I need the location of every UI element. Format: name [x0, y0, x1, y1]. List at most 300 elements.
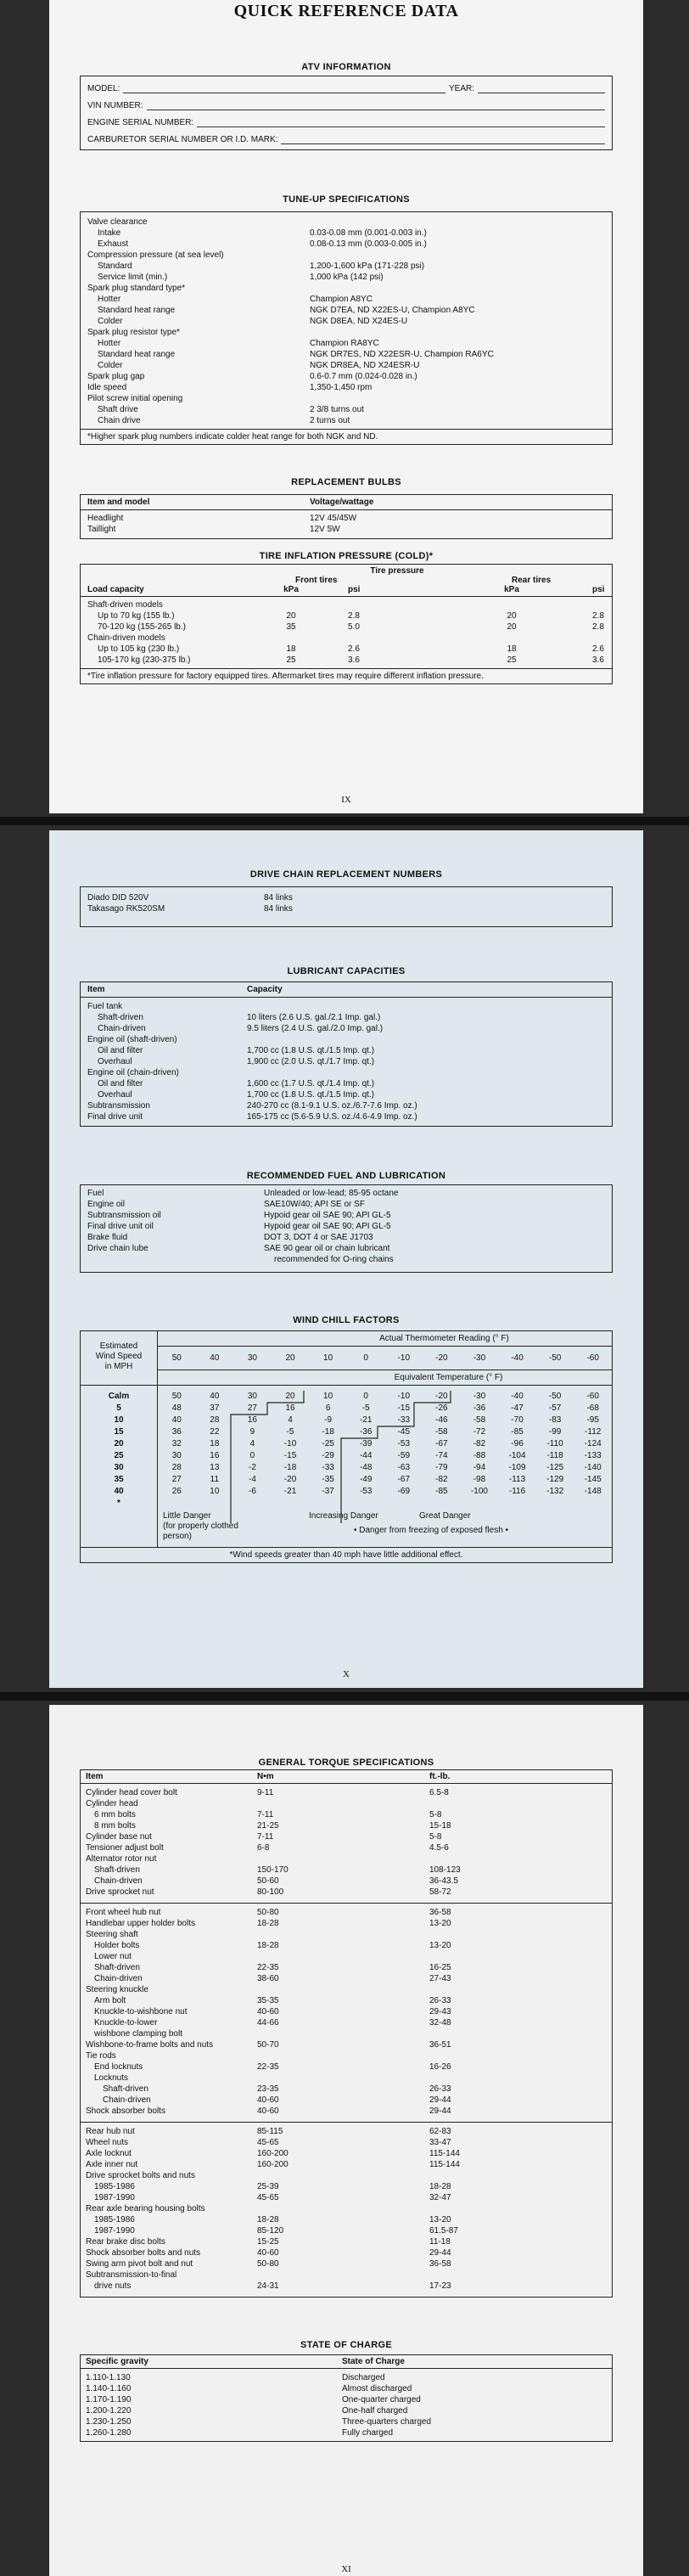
- torque-nm: 15-25: [257, 2237, 279, 2247]
- wind-chill-cell: -53: [397, 1439, 410, 1448]
- tuneup-item: Colder: [98, 317, 123, 326]
- torque-item: 1985-1986: [94, 2215, 135, 2224]
- atv-info-box: [80, 76, 613, 150]
- specific-gravity: 1.110-1.130: [86, 2373, 131, 2382]
- wind-chill-cell: 4: [288, 1415, 293, 1425]
- lube-item: Overhaul: [98, 1090, 132, 1100]
- chain-model: Diado DID 520V: [87, 893, 149, 903]
- tuneup-row: [81, 382, 612, 393]
- little-danger-note1: (for properly clothed: [163, 1521, 238, 1531]
- torque-group: [81, 1784, 612, 1903]
- wind-chill-cell: -59: [397, 1451, 410, 1460]
- chain-row: [81, 903, 612, 914]
- wind-chill-cell: -124: [584, 1439, 602, 1448]
- torque-nm: 85-115: [257, 2127, 283, 2136]
- wind-chill-cell: -21: [359, 1415, 373, 1425]
- torque-row: [81, 1973, 612, 1984]
- torque-row: [81, 1951, 612, 1962]
- rear-tires-label: Rear tires: [512, 576, 552, 585]
- bulb-item: Taillight: [87, 525, 116, 534]
- torque-row: [81, 2236, 612, 2247]
- torque-group: [81, 1903, 612, 2122]
- torque-row: [81, 2148, 612, 2159]
- little-danger-note2: person): [163, 1532, 192, 1541]
- temp-header-cell: 10: [323, 1353, 333, 1363]
- wind-chill-cell: 28: [171, 1463, 182, 1472]
- tuneup-value: 0.08-0.13 mm (0.003-0.005 in.): [310, 239, 427, 249]
- charge-col-gravity: Specific gravity: [86, 2357, 148, 2366]
- tire-value: 20: [507, 622, 517, 632]
- wind-chill-cell: -15: [283, 1451, 297, 1460]
- wind-chill-cell: -58: [435, 1427, 448, 1437]
- wind-chill-cell: -29: [322, 1451, 334, 1460]
- lube-rows: [81, 998, 612, 1126]
- wind-chill-cell: -69: [397, 1487, 410, 1496]
- wind-chill-cell: 0: [249, 1451, 255, 1460]
- wind-chill-title: WIND CHILL FACTORS: [293, 1315, 400, 1325]
- lube-capacity: 1,700 cc (1.8 U.S. qt./1.5 Imp. qt.): [247, 1090, 375, 1100]
- torque-col-nm: N•m: [257, 1772, 274, 1781]
- wind-chill-cell: -36: [359, 1427, 373, 1437]
- tuneup-row: [81, 338, 612, 349]
- tuneup-row: [81, 360, 612, 371]
- torque-row: [81, 1876, 612, 1887]
- torque-nm: 24-31: [257, 2281, 279, 2291]
- torque-row: [81, 2247, 612, 2258]
- lube-row: [81, 1056, 612, 1067]
- tire-row: [81, 644, 612, 655]
- wind-speed-cell: 20: [114, 1439, 124, 1448]
- torque-row: [81, 2006, 612, 2017]
- wind-chill-cell: -98: [473, 1475, 486, 1484]
- wind-chill-cell: 18: [210, 1439, 220, 1448]
- engine-serial-row: [81, 110, 612, 127]
- page-number: XI: [341, 2564, 351, 2574]
- lube-capacity: [247, 1067, 605, 1078]
- torque-ftlb: 62-83: [429, 2127, 451, 2136]
- fuel-item: Fuel: [87, 1189, 104, 1198]
- torque-row: [81, 1787, 612, 1798]
- torque-nm: 18-28: [257, 2215, 279, 2224]
- torque-nm: [257, 1984, 429, 1995]
- torque-ftlb: 27-43: [429, 1974, 451, 1983]
- torque-item: Steering knuckle: [86, 1985, 148, 1994]
- wind-chill-cell: -83: [548, 1415, 562, 1425]
- torque-item: Alternator rotor nut: [86, 1854, 157, 1864]
- wind-chill-cell: -58: [473, 1415, 486, 1425]
- year-line: [478, 82, 605, 93]
- lube-box: [80, 981, 613, 1127]
- lube-item: Subtransmission: [87, 1101, 150, 1111]
- wind-chill-cell: -116: [508, 1487, 526, 1496]
- torque-row: [81, 1820, 612, 1831]
- bulb-row: [81, 524, 612, 535]
- torque-item: Chain-driven: [94, 1876, 143, 1886]
- temp-header-cell: 20: [285, 1353, 295, 1363]
- torque-nm: [257, 2050, 429, 2061]
- tuneup-item: Standard: [98, 262, 132, 271]
- wind-chill-cell: -40: [511, 1392, 524, 1401]
- bulbs-header: [81, 495, 612, 510]
- torque-item: Steering shaft: [86, 1930, 138, 1939]
- torque-row: [81, 2126, 612, 2137]
- torque-box: [80, 1769, 613, 2298]
- torque-row: [81, 2061, 612, 2073]
- torque-nm: 50-60: [257, 1876, 279, 1886]
- temp-header-cell: 40: [210, 1353, 220, 1363]
- torque-item: Arm bolt: [94, 1996, 126, 2005]
- fuel-spec: recommended for O-ring chains: [274, 1255, 394, 1264]
- lube-row: [81, 1111, 612, 1122]
- torque-item: Chain-driven: [94, 1974, 143, 1983]
- tuneup-value: [310, 393, 605, 404]
- wind-chill-cell: 4: [249, 1439, 255, 1448]
- lube-item: Engine oil (chain-driven): [87, 1068, 179, 1077]
- temp-header-cell: -30: [473, 1353, 486, 1363]
- fuel-row: [81, 1232, 612, 1243]
- load-capacity-label: Load capacity: [87, 585, 144, 594]
- chain-model: Takasago RK520SM: [87, 904, 165, 914]
- wind-chill-cell: -10: [397, 1392, 410, 1401]
- wind-chill-cell: -15: [397, 1403, 410, 1413]
- lube-row: [81, 1012, 612, 1023]
- fuel-row: [81, 1221, 612, 1232]
- torque-nm: 50-70: [257, 2040, 279, 2050]
- torque-ftlb: [429, 2028, 607, 2039]
- wind-speed-cell: 40: [114, 1487, 124, 1496]
- tuneup-value: [310, 250, 605, 261]
- temp-header-cell: 0: [363, 1353, 368, 1363]
- tire-row: [81, 633, 612, 644]
- wind-chill-cell: -95: [586, 1415, 599, 1425]
- page-x: [49, 830, 643, 1688]
- lube-capacity: 1,600 cc (1.7 U.S. qt./1.4 Imp. qt.): [247, 1079, 375, 1088]
- wind-chill-cell: -82: [435, 1475, 448, 1484]
- wind-chill-header: [81, 1331, 612, 1386]
- atv-info-title: ATV INFORMATION: [301, 62, 391, 72]
- tuneup-value: [310, 327, 605, 338]
- tuneup-value: 0.03-0.08 mm (0.001-0.003 in.): [310, 228, 427, 238]
- charge-col-state: State of Charge: [342, 2357, 405, 2366]
- lube-capacity: [247, 1001, 605, 1012]
- torque-ftlb: 36-43.5: [429, 1876, 458, 1886]
- torque-row: [81, 2281, 612, 2292]
- torque-groups: [81, 1784, 612, 2297]
- wind-chill-cell: -6: [248, 1487, 256, 1496]
- torque-item: Lower nut: [94, 1952, 132, 1961]
- tire-value: 2.8: [348, 611, 360, 621]
- torque-ftlb: 36-58: [429, 1908, 451, 1917]
- lube-row: [81, 1001, 612, 1012]
- fuel-row: [81, 1243, 612, 1254]
- torque-ftlb: 32-47: [429, 2193, 451, 2202]
- wind-chill-cell: -85: [511, 1427, 524, 1437]
- fuel-spec: DOT 3, DOT 4 or SAE J1703: [264, 1233, 373, 1242]
- torque-row: [81, 1842, 612, 1853]
- tire-load: Up to 105 kg (230 lb.): [98, 644, 180, 654]
- tuneup-item: Colder: [98, 361, 123, 370]
- wind-chill-cell: 11: [210, 1475, 220, 1484]
- torque-nm: [257, 1929, 429, 1940]
- wind-chill-cell: -70: [511, 1415, 524, 1425]
- fuel-row: [81, 1188, 612, 1199]
- lube-capacity: 9.5 liters (2.4 U.S. gal./2.0 Imp. gal.): [247, 1024, 384, 1033]
- tuneup-value: [310, 217, 605, 228]
- wind-chill-cell: -129: [546, 1475, 564, 1484]
- torque-item: Cylinder head cover bolt: [86, 1788, 177, 1797]
- tuneup-row: [81, 217, 612, 228]
- torque-nm: 40-60: [257, 2106, 279, 2116]
- wind-chill-cell: -109: [508, 1463, 526, 1472]
- wind-chill-cell: -5: [361, 1403, 370, 1413]
- torque-nm: [257, 2170, 429, 2181]
- lube-row: [81, 1078, 612, 1089]
- tire-row: [81, 622, 612, 633]
- wind-chill-cell: -4: [248, 1475, 256, 1484]
- fuel-spec: Unleaded or low-lead; 85-95 octane: [264, 1189, 399, 1198]
- torque-ftlb: 13-20: [429, 1919, 451, 1928]
- page-ix: [49, 0, 643, 813]
- torque-item: Wishbone-to-frame bolts and nuts: [86, 2040, 214, 2050]
- torque-row: [81, 1907, 612, 1918]
- wind-chill-cell: -148: [584, 1487, 602, 1496]
- torque-item: Tensioner adjust bolt: [86, 1843, 164, 1853]
- fuel-item: Engine oil: [87, 1200, 125, 1209]
- wind-chill-cell: -67: [435, 1439, 448, 1448]
- torque-ftlb: 115-144: [429, 2149, 460, 2158]
- torque-ftlb: 18-28: [429, 2182, 451, 2191]
- tire-value: 18: [507, 644, 517, 654]
- tire-value: 2.6: [592, 644, 604, 654]
- torque-item: Handlebar upper holder bolts: [86, 1919, 195, 1928]
- tuneup-row: [81, 415, 612, 426]
- wind-chill-cell: -63: [397, 1463, 410, 1472]
- wind-chill-cell: -5: [286, 1427, 294, 1437]
- torque-row: [81, 2028, 612, 2039]
- torque-item: Cylinder head: [86, 1799, 138, 1808]
- tire-value: 5.0: [348, 622, 360, 632]
- tuneup-row: [81, 371, 612, 382]
- wind-chill-cell: 16: [285, 1403, 295, 1413]
- torque-row: [81, 2017, 612, 2028]
- charge-row: [81, 2416, 612, 2427]
- torque-ftlb: 13-20: [429, 2215, 451, 2224]
- wind-speed-cell: Calm: [108, 1392, 130, 1401]
- page-title: QUICK REFERENCE DATA: [233, 2, 459, 20]
- torque-ftlb: 13-20: [429, 1941, 451, 1950]
- fuel-item: Drive chain lube: [87, 1244, 148, 1253]
- bulb-value: 12V 45/45W: [310, 514, 357, 523]
- wind-chill-cell: -46: [435, 1415, 448, 1425]
- bulbs-title: REPLACEMENT BULBS: [291, 477, 401, 487]
- tuneup-value: 1,200-1,600 kPa (171-228 psi): [310, 262, 425, 271]
- torque-row: [81, 1995, 612, 2006]
- lube-col-capacity: Capacity: [247, 985, 283, 994]
- charge-rows: [81, 2369, 612, 2441]
- temp-header-cell: 30: [247, 1353, 257, 1363]
- tire-row: [81, 599, 612, 610]
- engine-serial-label: ENGINE SERIAL NUMBER:: [87, 118, 194, 127]
- lube-capacity: 1,900 cc (2.0 U.S. qt./1.7 Imp. qt.): [247, 1057, 375, 1066]
- tuneup-value: [310, 283, 605, 294]
- tuneup-value: NGK DR7ES, ND X22ESR-U, Champion RA6YC: [310, 350, 494, 359]
- torque-item: 1985-1986: [94, 2182, 135, 2191]
- wind-chill-cell: -9: [324, 1415, 333, 1425]
- torque-nm: [257, 1798, 429, 1809]
- tuneup-value: 2 turns out: [310, 416, 350, 425]
- torque-col-ftlb: ft.-lb.: [429, 1772, 451, 1781]
- tire-value: 18: [286, 644, 296, 654]
- tire-value: [465, 599, 558, 610]
- wind-chill-cell: -140: [584, 1463, 602, 1472]
- wind-chill-cell: -118: [546, 1451, 563, 1460]
- torque-nm: 50-80: [257, 1908, 279, 1917]
- mph-label: in MPH: [104, 1362, 133, 1371]
- charge-state: Almost discharged: [342, 2384, 412, 2393]
- charge-row: [81, 2405, 612, 2416]
- lube-item: Shaft-driven: [98, 1013, 143, 1022]
- tire-header-row2: [87, 576, 605, 585]
- page-separator: [0, 817, 689, 825]
- torque-item: Rear axle bearing housing bolts: [86, 2204, 205, 2213]
- lube-row: [81, 1045, 612, 1056]
- torque-item: Rear brake disc bolts: [86, 2237, 165, 2247]
- lube-capacity: 240-270 cc (8.1-9.1 U.S. oz./6.7-7.6 Imp. oz.): [247, 1101, 417, 1111]
- torque-row: [81, 2106, 612, 2117]
- torque-ftlb: [429, 1984, 607, 1995]
- torque-row: [81, 1853, 612, 1865]
- wind-chill-cell: -99: [548, 1427, 562, 1437]
- lube-row: [81, 1100, 612, 1111]
- tuneup-value: NGK DR8EA, ND X24ESR-U: [310, 361, 420, 370]
- torque-item: Rear hub nut: [86, 2127, 135, 2136]
- tuneup-item: Standard heat range: [98, 350, 176, 359]
- torque-item: Swing arm pivot bolt and nut: [86, 2259, 193, 2269]
- torque-nm: [257, 2269, 429, 2281]
- tire-value: 3.6: [348, 655, 360, 665]
- torque-row: [81, 1962, 612, 1973]
- torque-item: Shock absorber bolts: [86, 2106, 165, 2116]
- torque-nm: 35-35: [257, 1996, 279, 2005]
- torque-ftlb: [429, 1798, 607, 1809]
- temp-header-cell: -60: [586, 1353, 599, 1363]
- chain-rows: [81, 892, 612, 914]
- torque-ftlb: 29-43: [429, 2007, 451, 2016]
- torque-ftlb: 61.5-87: [429, 2226, 458, 2236]
- torque-nm: 22-35: [257, 2062, 279, 2072]
- lube-capacity: 10 liters (2.6 U.S. gal./2.1 Imp. gal.): [247, 1013, 381, 1022]
- bulb-rows: [81, 510, 612, 538]
- tire-value: [244, 633, 338, 644]
- wind-chill-cell: -85: [435, 1487, 448, 1496]
- tuneup-box: [80, 211, 613, 445]
- charge-header: [81, 2355, 612, 2369]
- torque-ftlb: [429, 2073, 607, 2084]
- wind-chill-cell: -79: [435, 1463, 448, 1472]
- wind-chill-cell: -37: [322, 1487, 334, 1496]
- page-xi: [49, 1705, 643, 2576]
- wind-chill-cell: 50: [171, 1392, 182, 1401]
- torque-nm: 45-65: [257, 2138, 279, 2147]
- wind-speed-header: [81, 1331, 158, 1385]
- torque-nm: 7-11: [257, 1832, 274, 1842]
- tuneup-item: Service limit (min.): [98, 273, 168, 282]
- fuel-row: [81, 1254, 612, 1265]
- wind-chill-cell: -112: [585, 1427, 602, 1437]
- year-label: YEAR:: [448, 84, 474, 93]
- wind-chill-cell: 27: [171, 1475, 182, 1484]
- great-danger-label: Great Danger: [419, 1511, 471, 1521]
- tire-header-row3: [87, 585, 605, 594]
- wind-chill-cell: -57: [548, 1403, 562, 1413]
- tire-value: 20: [507, 611, 517, 621]
- torque-title: GENERAL TORQUE SPECIFICATIONS: [258, 1758, 434, 1768]
- wind-chill-cell: -100: [470, 1487, 488, 1496]
- tire-load: Up to 70 kg (155 lb.): [98, 611, 175, 621]
- specific-gravity: 1.260-1.280: [86, 2428, 132, 2438]
- wind-chill-cell: -30: [473, 1392, 486, 1401]
- charge-row: [81, 2427, 612, 2438]
- tire-value: [338, 633, 465, 644]
- torque-ftlb: [429, 1951, 607, 1962]
- torque-row: [81, 1809, 612, 1820]
- temp-header: [158, 1331, 612, 1385]
- tire-load: 70-120 kg (155-265 lb.): [98, 622, 186, 632]
- torque-nm: 45-65: [257, 2193, 279, 2202]
- lube-row: [81, 1034, 612, 1045]
- wind-chill-cell: 40: [171, 1415, 182, 1425]
- torque-ftlb: 32-48: [429, 2018, 451, 2028]
- tuneup-value: 1,000 kPa (142 psi): [310, 273, 384, 282]
- torque-nm: 40-60: [257, 2095, 279, 2105]
- tire-value: [558, 633, 605, 644]
- torque-ftlb: 16-26: [429, 2062, 451, 2072]
- tuneup-row: [81, 272, 612, 283]
- fuel-item: Subtransmission oil: [87, 1211, 161, 1220]
- temp-header-cell: -50: [548, 1353, 562, 1363]
- wind-chill-cell: -133: [584, 1451, 602, 1460]
- torque-ftlb: 29-44: [429, 2106, 451, 2116]
- charge-row: [81, 2394, 612, 2405]
- fuel-item: [87, 1254, 264, 1265]
- torque-nm: 6-8: [257, 1843, 270, 1853]
- tuneup-row: [81, 283, 612, 294]
- front-psi-label: psi: [348, 585, 361, 594]
- wind-chill-note: *Wind speeds greater than 40 mph have little additional effect.: [81, 1547, 612, 1562]
- chain-links: 84 links: [264, 893, 293, 903]
- lube-item: Engine oil (shaft-driven): [87, 1035, 177, 1044]
- torque-row: [81, 2181, 612, 2192]
- tire-value: 2.8: [592, 622, 604, 632]
- lube-item: Oil and filter: [98, 1046, 143, 1055]
- wind-chill-cell: -132: [546, 1487, 564, 1496]
- tuneup-row: [81, 305, 612, 316]
- lube-header: [81, 982, 612, 998]
- fuel-title: RECOMMENDED FUEL AND LUBRICATION: [246, 1171, 446, 1181]
- torque-row: [81, 2214, 612, 2225]
- wind-chill-cell: -25: [322, 1439, 334, 1448]
- vin-row: [81, 93, 612, 110]
- charge-state: Discharged: [342, 2373, 385, 2382]
- torque-ftlb: 26-33: [429, 2084, 451, 2094]
- fuel-row: [81, 1199, 612, 1210]
- wind-speed-cell: 30: [114, 1463, 124, 1472]
- torque-item: Axle inner nut: [86, 2160, 138, 2169]
- wind-chill-cell: -48: [359, 1463, 373, 1472]
- wind-chill-cell: 32: [171, 1439, 182, 1448]
- torque-row: [81, 1865, 612, 1876]
- little-danger-label: Little Danger: [163, 1511, 211, 1521]
